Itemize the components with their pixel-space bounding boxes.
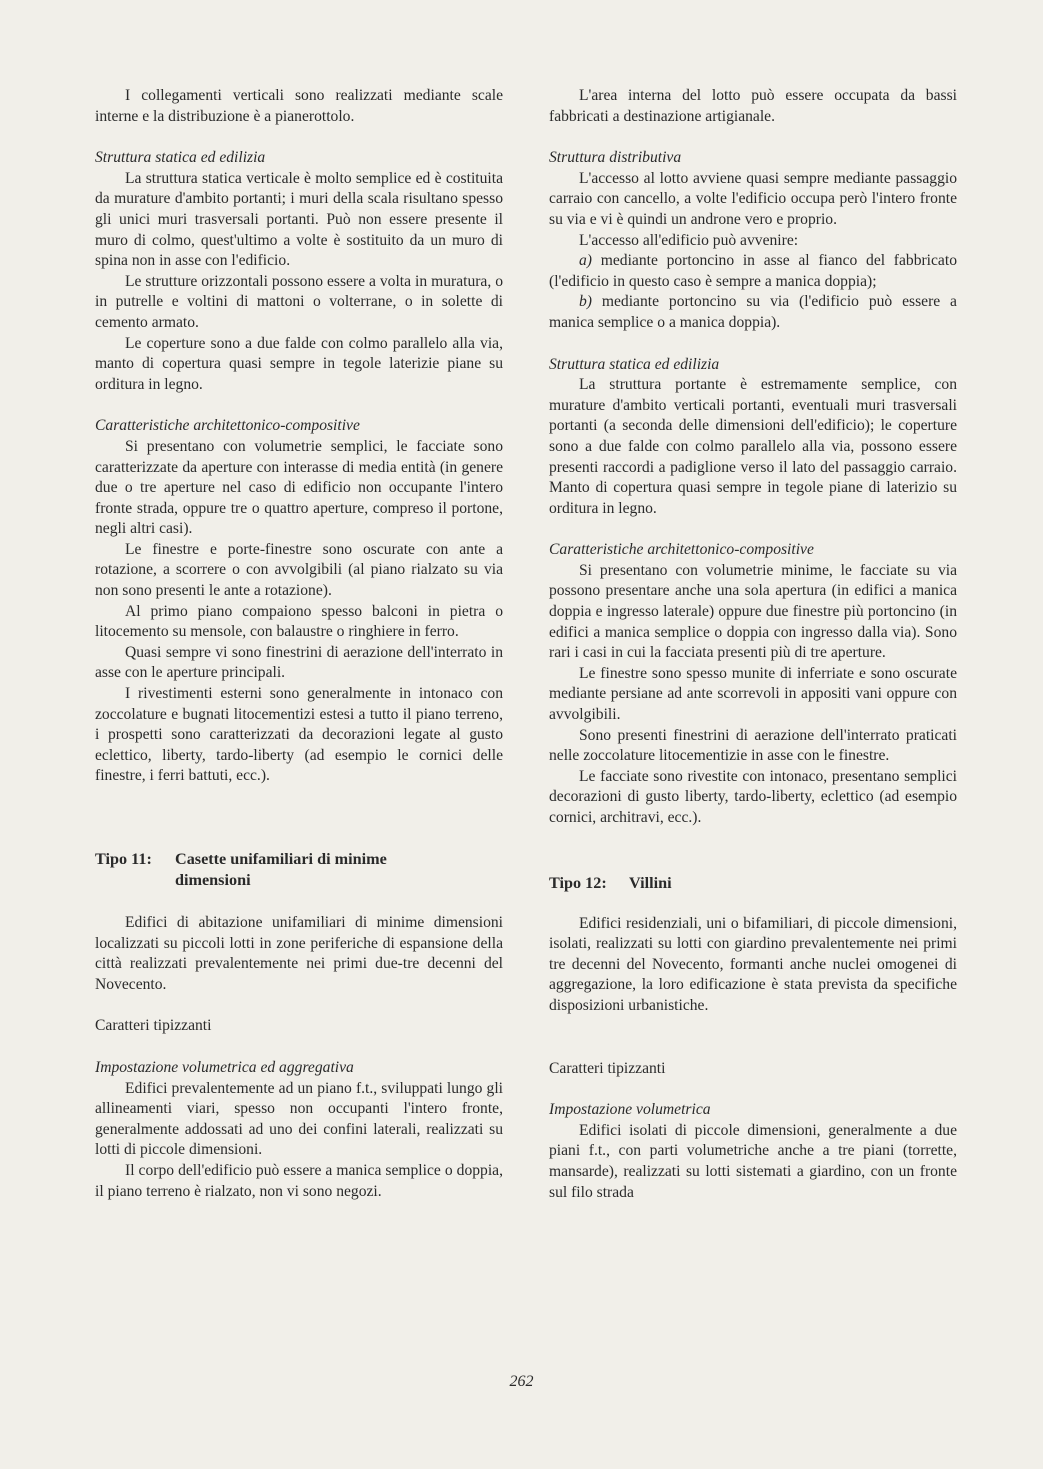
list-item-text: mediante portoncino in asse al fianco del fabbricato (l'edificio in questo caso è sempre a manica doppia); [549, 252, 957, 290]
paragraph: Le facciate sono rivestite con intonaco, presentano semplici decorazioni di gusto liberty, tardo-liberty, eclettico (ad esempio cornici, architravi, ecc.). [549, 767, 957, 826]
section-heading: Struttura distributiva [549, 149, 682, 167]
list-item-a [549, 251, 957, 292]
paragraph: Edifici di abitazione unifamiliari di minime dimensioni localizzati su piccoli lotti in zone periferiche di espansione della città realizzati prevalentemente nei primi due-tre decenni del Novecento. [95, 914, 503, 993]
page-number: 262 [509, 1373, 534, 1390]
paragraph: Si presentano con volumetrie semplici, le facciate sono caratterizzate da aperture con interasse di media entità (in genere due o tre aperture nel caso di edificio non occupante l'intero fronte strada, oppure tre o quattro aperture, compreso il portone, negli altri casi). [95, 437, 503, 538]
paragraph: L'accesso all'edificio può avvenire: [579, 231, 799, 249]
section-heading: Struttura statica ed edilizia [549, 355, 720, 373]
section-heading: Impostazione volumetrica ed aggregativa [95, 1058, 354, 1076]
section-heading: Caratteristiche architettonico-compositive [95, 417, 360, 435]
paragraph: Edifici prevalentemente ad un piano f.t., sviluppati lungo gli allineamenti viari, spesso non occupanti l'intero fronte, generalmente addossati ad uno dei confini laterali, realizzati su lotti di piccole dimensioni. [95, 1079, 503, 1159]
paragraph: Le finestre sono spesso munite di inferriate e sono oscurate mediante persiane ad ante scorrevoli in appositi vani oppure con avvolgibili. [549, 664, 957, 724]
right-column [549, 86, 957, 1203]
section-label: Caratteri tipizzanti [549, 1059, 666, 1077]
type-title: Casette unifamiliari di minime [175, 850, 387, 868]
paragraph: Il corpo dell'edificio può essere a manica semplice o doppia, il piano terreno è rialzato, non vi sono negozi. [95, 1161, 503, 1200]
paragraph: Si presentano con volumetrie minime, le facciate su via possono presentare anche una sola apertura (in edifici a manica doppia e ingresso laterale) oppure due finestre più portoncino (in edifici a manica semplice o doppia con ingresso dalla via). Sono rari i casi in cui la facciata presenti più di tre aperture. [549, 561, 957, 662]
type-12-heading [549, 873, 957, 894]
type-title: Villini [629, 873, 672, 892]
type-number: Tipo 12: [549, 873, 607, 892]
list-marker: a) [579, 252, 592, 270]
section-heading: Caratteristiche architettonico-compositive [549, 541, 814, 559]
section-label: Caratteri tipizzanti [95, 1017, 212, 1035]
paragraph: Al primo piano compaiono spesso balconi in pietra o litocemento su mensole, con balaustre o ringhiere in ferro. [95, 602, 503, 641]
paragraph: I collegamenti verticali sono realizzati mediante scale interne e la distribuzione è a pianerottolo. [95, 87, 503, 125]
type-11-heading [95, 849, 503, 891]
paragraph: Edifici isolati di piccole dimensioni, generalmente a due piani f.t., con parti volumetriche anche a tre piani (torrette, mansarde), realizzati su lotti sistemati a giardino, con un fronte sul filo strada [549, 1121, 957, 1201]
section-heading: Impostazione volumetrica [549, 1101, 711, 1119]
paragraph: Edifici residenziali, uni o bifamiliari, di piccole dimensioni, isolati, realizzati su lotti con giardino prevalentemente nei primi tre decenni del Novecento, formanti anche nuclei omogenei di aggregazione, la loro edificazione è stata prevista da specifiche disposizioni urbanistiche. [549, 914, 957, 1014]
type-title-continued: dimensioni [175, 871, 251, 889]
paragraph: Le finestre e porte-finestre sono oscurate con ante a rotazione, a scorrere o con avvolgibili (al piano rialzato su via non sono presenti le ante a rotazione). [95, 540, 503, 600]
paragraph: L'area interna del lotto può essere occupata da bassi fabbricati a destinazione artigianale. [549, 87, 957, 125]
paragraph: La struttura portante è estremamente semplice, con murature d'ambito verticali portanti, eventuali muri trasversali portanti (a seconda delle dimensioni dell'edificio); le coperture sono a due falde con colmo parallelo alla via, possono essere presenti raccordi a padiglione verso il lato del passaggio carraio. Manto di copertura quasi sempre in tegole piane di laterizio su orditura in legno. [549, 376, 957, 517]
paragraph: La struttura statica verticale è molto semplice ed è costituita da murature d'ambito portanti; i muri della scala risultano spesso gli unici muri trasversali portanti. Può non essere presente il muro di colmo, quest'ultimo a volte è sostituito da un muro di spina non in asse con l'edificio. [95, 169, 503, 270]
list-item-b [549, 292, 957, 333]
list-marker: b) [579, 293, 592, 311]
paragraph: Le strutture orizzontali possono essere a volta in muratura, o in putrelle e voltini di mattoni o volterrane, o in solette di cemento armato. [95, 272, 503, 331]
paragraph: Sono presenti finestrini di aerazione dell'interrato praticati nelle zoccolature litocementizie in asse con le finestre. [549, 726, 957, 765]
section-heading: Struttura statica ed edilizia [95, 149, 266, 167]
left-column [95, 86, 503, 1202]
type-number: Tipo 11: [95, 850, 152, 868]
paragraph: Le coperture sono a due falde con colmo parallelo alla via, manto di copertura quasi sempre in tegole laterizie piane su orditura in legno. [95, 334, 503, 393]
list-item-text: mediante portoncino su via (l'edificio può essere a manica semplice o a manica doppia). [549, 293, 957, 331]
paragraph: Quasi sempre vi sono finestrini di aerazione dell'interrato in asse con le aperture principali. [95, 643, 503, 682]
paragraph: I rivestimenti esterni sono generalmente in intonaco con zoccolature e bugnati litocementizi estesi a tutto il piano terreno, i prospetti sono caratterizzati da decorazioni legate al gusto eclettico, liberty, tardo-liberty (ad esempio le cornici delle finestre, i ferri battuti, ecc.). [95, 685, 503, 785]
paragraph: L'accesso al lotto avviene quasi sempre mediante passaggio carraio con cancello, a volte l'edificio occupa però l'intero fronte su via e vi è quindi un androne vero e proprio. [549, 169, 957, 228]
